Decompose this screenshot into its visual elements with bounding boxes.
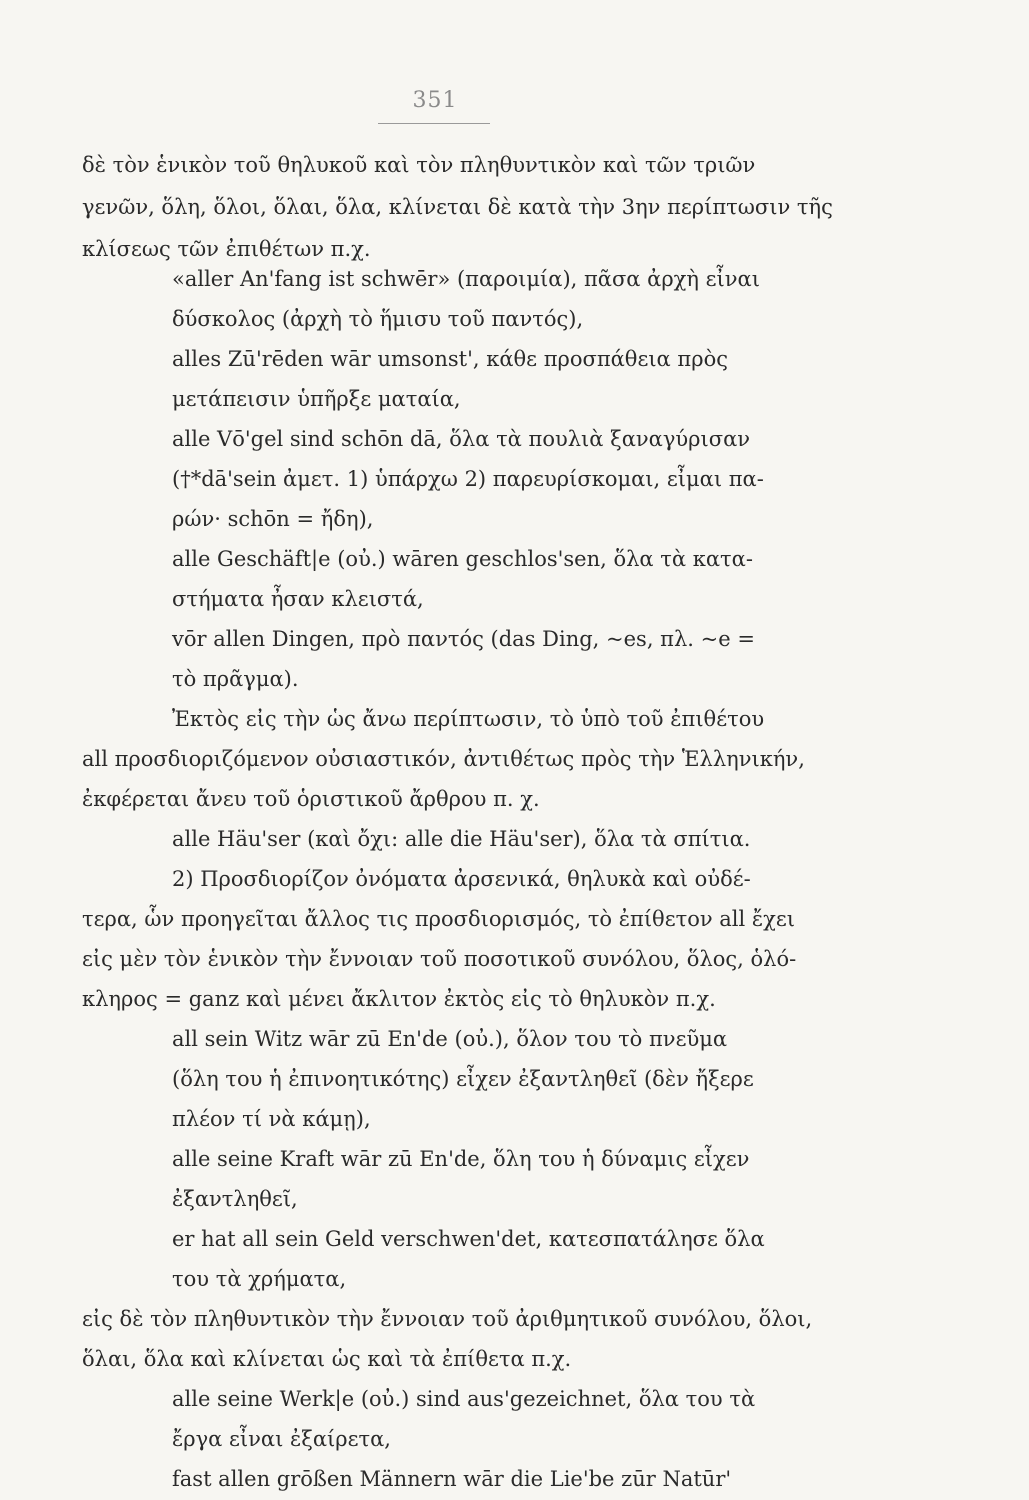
page-number: 351 xyxy=(412,88,458,113)
text-line: vōr allen Dingen, πρὸ παντός (das Ding, ~es, πλ. ~e = xyxy=(172,627,755,651)
text-line: alles Zū'rēden wār umsonst', κάθε προσπάθεια πρὸς xyxy=(172,347,728,371)
text-line: Ἐκτὸς εἰς τὴν ὡς ἄνω περίπτωσιν, τὸ ὑπὸ τοῦ ἐπιθέτου xyxy=(172,707,765,731)
text-line: alle seine Werk|e (οὐ.) sind aus'gezeichnet, ὅλα του τὰ xyxy=(172,1387,756,1411)
text-line: στήματα ἦσαν κλειστά, xyxy=(172,587,424,611)
text-line: ἐξαντληθεῖ, xyxy=(172,1187,298,1211)
text-line: ἔργα εἶναι ἐξαίρετα, xyxy=(172,1427,391,1451)
text-line: all προσδιοριζόμενον οὐσιαστικόν, ἀντιθέτως πρὸς τὴν Ἑλληνικήν, xyxy=(82,747,805,771)
text-line: er hat all sein Geld verschwen'det, κατεσπατάλησε ὅλα xyxy=(172,1227,765,1251)
text-line: alle Vō'gel sind schōn dā, ὅλα τὰ πουλιὰ ξαναγύρισαν xyxy=(172,427,751,451)
text-line: all sein Witz wār zū En'de (οὐ.), ὅλον του τὸ πνεῦμα xyxy=(172,1027,728,1051)
text-line: κλίσεως τῶν ἐπιθέτων π.χ. xyxy=(82,237,371,261)
text-line: δύσκολος (ἀρχὴ τὸ ἥμισυ τοῦ παντός), xyxy=(172,307,584,331)
text-line: εἰς δὲ τὸν πληθυντικὸν τὴν ἔννοιαν τοῦ ἀριθμητικοῦ συνόλου, ὅλοι, xyxy=(82,1307,813,1331)
text-line: δὲ τὸν ἑνικὸν τοῦ θηλυκοῦ καὶ τὸν πληθυντικὸν καὶ τῶν τριῶν xyxy=(82,153,756,177)
text-line: μετάπεισιν ὑπῆρξε ματαία, xyxy=(172,387,461,411)
text-line: (ὅλη του ἡ ἐπινοητικότης) εἶχεν ἐξαντληθεῖ (δὲν ἤξερε xyxy=(172,1067,754,1091)
text-line: του τὰ χρήματα, xyxy=(172,1267,347,1291)
text-line: 2) Προσδιορίζον ὀνόματα ἀρσενικά, θηλυκὰ καὶ οὐδέ- xyxy=(172,867,751,891)
text-line: ἐκφέρεται ἄνευ τοῦ ὁριστικοῦ ἄρθρου π. χ. xyxy=(82,787,540,811)
header-rule xyxy=(378,123,490,124)
text-line: πλέον τί νὰ κάμῃ), xyxy=(172,1107,371,1131)
text-line: alle Geschäft|e (οὐ.) wāren geschlos'sen, ὅλα τὰ κατα- xyxy=(172,547,753,571)
text-line: τὸ πρᾶγμα). xyxy=(172,667,299,691)
text-line: ρών· schōn = ἤδη), xyxy=(172,507,374,531)
text-line: alle Häu'ser (καὶ ὄχι: alle die Häu'ser), ὅλα τὰ σπίτια. xyxy=(172,827,751,851)
text-line: γενῶν, ὅλη, ὅλοι, ὅλαι, ὅλα, κλίνεται δὲ κατὰ τὴν 3ην περίπτωσιν τῆς xyxy=(82,195,833,219)
text-line: alle seine Kraft wār zū En'de, ὅλη του ἡ δύναμις εἶχεν xyxy=(172,1147,750,1171)
text-line: εἰς μὲν τὸν ἑνικὸν τὴν ἔννοιαν τοῦ ποσοτικοῦ συνόλου, ὅλος, ὁλό- xyxy=(82,947,797,971)
text-line: fast allen grōßen Männern wār die Lie'be zūr Natūr' xyxy=(172,1467,732,1491)
text-line: ὅλαι, ὅλα καὶ κλίνεται ὡς καὶ τὰ ἐπίθετα π.χ. xyxy=(82,1347,572,1371)
text-line: «aller An'fang ist schwēr» (παροιμία), πᾶσα ἀρχὴ εἶναι xyxy=(172,267,760,291)
text-line: (†*dā'sein ἀμετ. 1) ὑπάρχω 2) παρευρίσκομαι, εἶμαι πα- xyxy=(172,467,764,491)
text-line: τερα, ὧν προηγεῖται ἄλλος τις προσδιορισμός, τὸ ἐπίθετον all ἔχει xyxy=(82,907,796,931)
text-line: κληρος = ganz καὶ μένει ἄκλιτον ἐκτὸς εἰς τὸ θηλυκὸν π.χ. xyxy=(82,987,716,1011)
